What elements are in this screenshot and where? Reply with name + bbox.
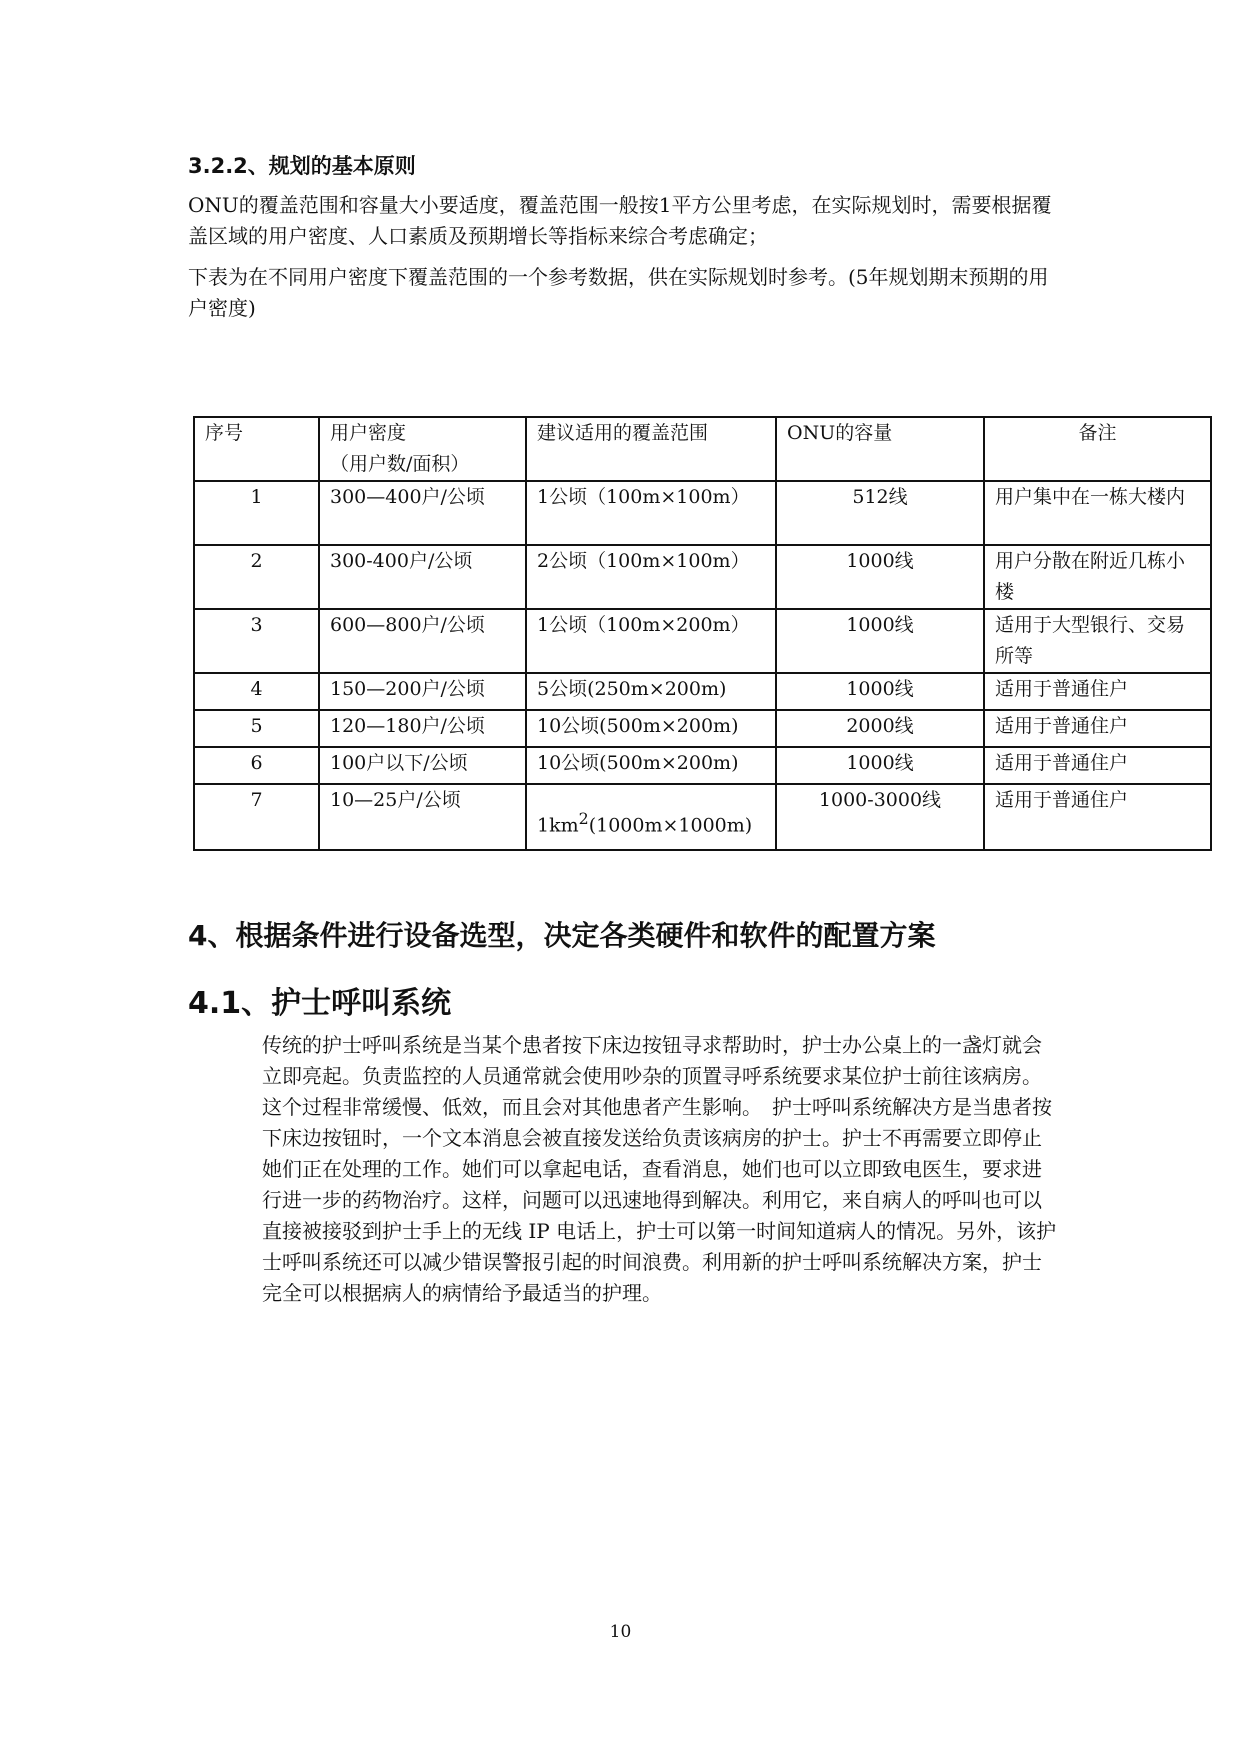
header-seq: 序号 xyxy=(194,417,319,481)
cell-capacity: 512线 xyxy=(776,481,984,545)
table-header-row xyxy=(194,417,1211,481)
cell-coverage: 2公顷（100m×100m） xyxy=(526,545,776,609)
cell-density: 10—25户/公顷 xyxy=(319,784,526,850)
coverage-rest: (1000m×1000m) xyxy=(588,814,753,837)
table-row xyxy=(194,609,1211,673)
cell-capacity: 1000线 xyxy=(776,609,984,673)
paragraph-table-intro: 下表为在不同用户密度下覆盖范围的一个参考数据，供在实际规划时参考。(5年规划期末预期的用户密度) xyxy=(188,265,1049,320)
page-number: 10 xyxy=(609,1622,632,1642)
cell-note: 适用于普通住户 xyxy=(984,673,1211,710)
paragraph-nurse-call-system: 传统的护士呼叫系统是当某个患者按下床边按钮寻求帮助时，护士办公桌上的一盏灯就会立即亮起。负责监控的人员通常就会使用吵杂的顶置寻呼系统要求某位护士前往该病房。这个过程非常缓慢、低效，而且会对其他患者产生影响。 护士呼叫系统解决方是当患者按下床边按钮时，一个文本消息会被直接发送给负责该病房的护士。护士不再需要立即停止她们正在处理的工作。她们可以拿起电话，查看消息，她们也可以立即致电医生，要求进行进一步的药物治疗。这样，问题可以迅速地得到解决。利用它，来自病人的呼叫也可以直接被接驳到护士手上的无线 IP 电话上，护士可以第一时间知道病人的情况。另外，该护士呼叫系统还可以减少错误警报引起的时间浪费。利用新的护士呼叫系统解决方案，护士完全可以根据病人的病情给予最适当的护理。 xyxy=(262,1033,1057,1305)
coverage-base: 1km xyxy=(537,814,579,837)
cell-note: 用户集中在一栋大楼内 xyxy=(984,481,1211,545)
cell-seq: 2 xyxy=(194,545,319,609)
section-heading-4-1: 4.1、护士呼叫系统 xyxy=(188,986,452,1021)
cell-capacity: 2000线 xyxy=(776,710,984,747)
cell-coverage: 5公顷(250m×200m) xyxy=(526,673,776,710)
cell-capacity: 1000-3000线 xyxy=(776,784,984,850)
table-row xyxy=(194,784,1211,850)
header-density xyxy=(319,417,526,481)
paragraph-coverage-principle: ONU的覆盖范围和容量大小要适度，覆盖范围一般按1平方公里考虑，在实际规划时，需要根据覆盖区域的用户密度、人口素质及预期增长等指标来综合考虑确定； xyxy=(188,193,1052,248)
cell-density: 300—400户/公顷 xyxy=(319,481,526,545)
cell-note: 用户分散在附近几栋小楼 xyxy=(984,545,1211,609)
cell-coverage: 1公顷（100m×100m） xyxy=(526,481,776,545)
coverage-reference-table xyxy=(193,416,1212,851)
table-row xyxy=(194,545,1211,609)
header-density-line2: （用户数/面积） xyxy=(330,453,470,475)
header-capacity: ONU的容量 xyxy=(776,417,984,481)
header-note: 备注 xyxy=(984,417,1211,481)
table-row xyxy=(194,710,1211,747)
cell-seq: 3 xyxy=(194,609,319,673)
header-coverage: 建议适用的覆盖范围 xyxy=(526,417,776,481)
cell-seq: 5 xyxy=(194,710,319,747)
cell-seq: 7 xyxy=(194,784,319,850)
cell-density: 300-400户/公顷 xyxy=(319,545,526,609)
section-heading-4: 4、根据条件进行设备选型，决定各类硬件和软件的配置方案 xyxy=(188,919,936,952)
cell-coverage: 1公顷（100m×200m） xyxy=(526,609,776,673)
cell-seq: 4 xyxy=(194,673,319,710)
cell-note: 适用于普通住户 xyxy=(984,710,1211,747)
cell-seq: 6 xyxy=(194,747,319,784)
coverage-area-expression xyxy=(537,785,765,841)
table-row xyxy=(194,481,1211,545)
cell-coverage: 10公顷(500m×200m) xyxy=(526,710,776,747)
section-heading-3-2-2: 3.2.2、规划的基本原则 xyxy=(188,154,416,178)
cell-capacity: 1000线 xyxy=(776,545,984,609)
cell-capacity: 1000线 xyxy=(776,673,984,710)
table-row xyxy=(194,673,1211,710)
cell-note: 适用于普通住户 xyxy=(984,747,1211,784)
header-density-line1: 用户密度 xyxy=(330,422,407,444)
cell-note: 适用于普通住户 xyxy=(984,784,1211,850)
cell-capacity: 1000线 xyxy=(776,747,984,784)
coverage-superscript: 2 xyxy=(578,809,589,828)
cell-density: 150—200户/公顷 xyxy=(319,673,526,710)
table-row xyxy=(194,747,1211,784)
cell-coverage: 10公顷(500m×200m) xyxy=(526,747,776,784)
cell-coverage xyxy=(526,784,776,850)
cell-seq: 1 xyxy=(194,481,319,545)
cell-note: 适用于大型银行、交易所等 xyxy=(984,609,1211,673)
cell-density: 100户以下/公顷 xyxy=(319,747,526,784)
cell-density: 120—180户/公顷 xyxy=(319,710,526,747)
cell-density: 600—800户/公顷 xyxy=(319,609,526,673)
